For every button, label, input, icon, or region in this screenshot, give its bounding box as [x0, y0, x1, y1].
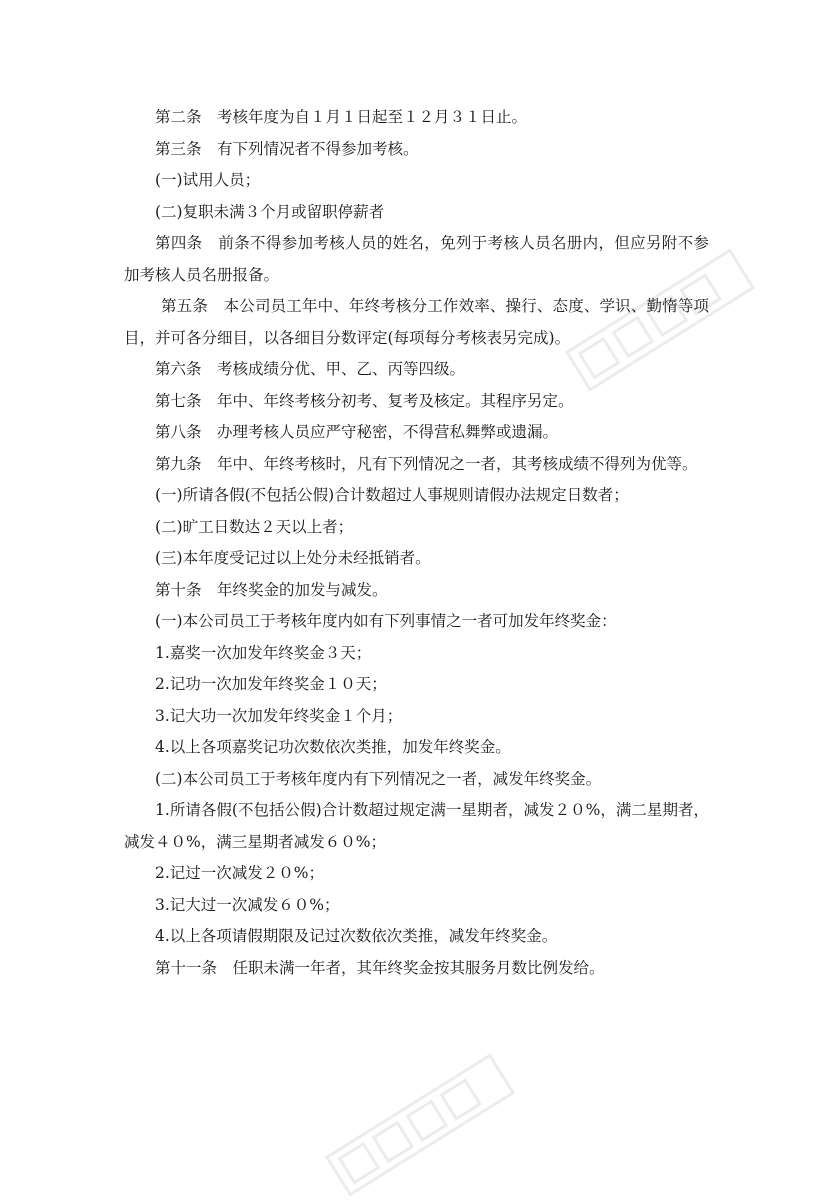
paragraph-item: (一)本公司员工于考核年度内如有下列事情之一者可加发年终奖金： [155, 612, 617, 630]
paragraph-article-2: 第二条 考核年度为自１月１日起至１２月３１日止。 [155, 108, 528, 126]
paragraph-subitem: 1.嘉奖一次加发年终奖金３天； [155, 643, 372, 662]
paragraph-subitem: 3.记大功一次加发年终奖金１个月； [155, 706, 403, 725]
paragraph-article-4: 第四条 前条不得参加考核人员的姓名，免列于考核人员名册内，但应另附不参加考核人员名册报备。 [124, 234, 709, 284]
paragraph-subitem: 2.记过一次减发２０%； [155, 864, 325, 882]
paragraph-subitem: 1.所请各假(不包括公假)合计数超过规定满一星期者，减发２０%，满二星期者，减发４０%，满三星期者减发６０%； [124, 801, 709, 851]
paragraph-item: (二)复职未满３个月或留职停薪者 [155, 202, 385, 221]
watermark-icon [319, 1047, 520, 1203]
paragraph-article-10: 第十条 年终奖金的加发与减发。 [155, 580, 388, 599]
paragraph-article-9: 第九条 年中、年终考核时，凡有下列情况之一者，其考核成绩不得列为优等。 [155, 454, 698, 473]
paragraph-article-6: 第六条 考核成绩分优、甲、乙、丙等四级。 [155, 360, 466, 378]
paragraph-subitem: 4.以上各项嘉奖记功次数依次类推，加发年终奖金。 [155, 738, 511, 756]
paragraph-article-3: 第三条 有下列情况者不得参加考核。 [155, 139, 419, 158]
document-body [124, 102, 709, 984]
paragraph-article-11: 第十一条 任职未满一年者，其年终奖金按其服务月数比例发给。 [155, 958, 605, 977]
paragraph-subitem: 4.以上各项请假期限及记过次数依次类推，减发年终奖金。 [155, 927, 558, 945]
paragraph-item: (三)本年度受记过以上处分未经抵销者。 [155, 549, 431, 567]
paragraph-item: (二)旷工日数达２天以上者； [155, 517, 354, 536]
paragraph-subitem: 3.记大过一次减发６０%； [155, 895, 340, 914]
paragraph-item: (二)本公司员工于考核年度内有下列情况之一者，减发年终奖金。 [155, 769, 602, 788]
paragraph-article-5: 第五条 本公司员工年中、年终考核分工作效率、操行、态度、学识、勤惰等项目，并可各分细目，以各细目分数评定(每项每分考核表另完成)。 [124, 297, 709, 347]
paragraph-article-7: 第七条 年中、年终考核分初考、复考及核定。其程序另定。 [155, 391, 574, 410]
paragraph-article-8: 第八条 办理考核人员应严守秘密，不得营私舞弊或遗漏。 [155, 423, 559, 441]
paragraph-item: (一)所请各假(不包括公假)合计数超过人事规则请假办法规定日数者； [155, 486, 629, 504]
paragraph-subitem: 2.记功一次加发年终奖金１０天； [155, 675, 387, 693]
paragraph-item: (一)试用人员； [155, 171, 261, 189]
